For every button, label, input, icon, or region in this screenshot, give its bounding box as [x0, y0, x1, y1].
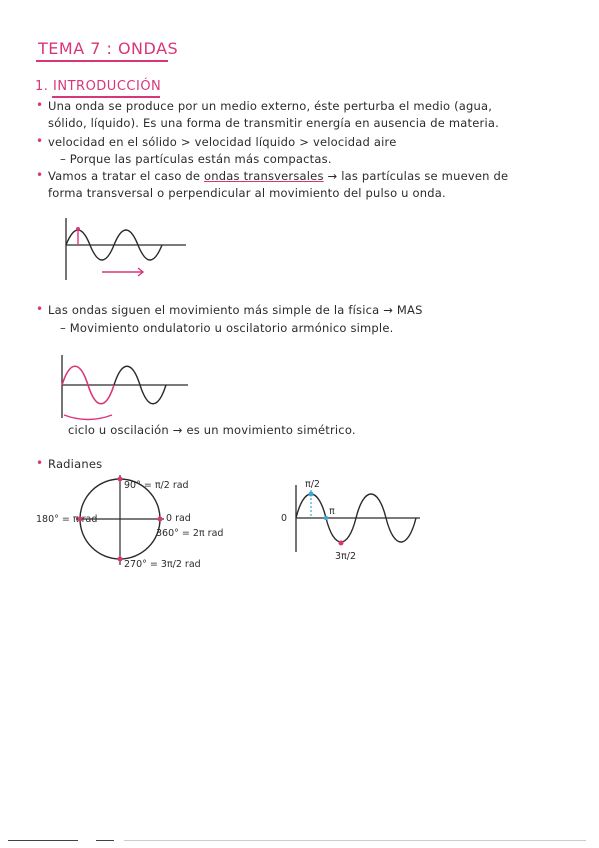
wave-label-3pi-half: 3π/2 [335, 551, 357, 562]
bullet-3-highlight: ondas transversales [204, 169, 324, 183]
bullet-1-line-2: sólido, líquido). Es una forma de transmitir energía en ausencia de materia. [48, 116, 499, 130]
unit-circle-diagram [36, 475, 223, 570]
circle-label-0: 0 rad [166, 513, 191, 524]
footer-rule [8, 840, 78, 841]
bullet-dot: • [36, 168, 44, 182]
bullet-dot: • [36, 98, 44, 112]
transverse-wave-diagram [66, 218, 186, 280]
footer-rule [96, 840, 114, 841]
wave-label-pi-half: π/2 [305, 479, 320, 490]
bullet-3-prefix: Vamos a tratar el caso de [48, 169, 201, 183]
bullet-dot: • [36, 134, 44, 148]
page-title: TEMA 7 : ONDAS [38, 39, 179, 58]
bullet-dot: • [36, 302, 44, 316]
circle-label-180: 180° = π rad [36, 514, 98, 525]
circle-label-270: 270° = 3π/2 rad [124, 559, 201, 570]
bullet-4-line-1: Las ondas siguen el movimiento más simple de la física → MAS [48, 303, 423, 317]
circle-label-360: 360° = 2π rad [156, 528, 224, 539]
wave-label-pi: π [329, 506, 335, 517]
cycle-label: ciclo u oscilación → es un movimiento simétrico. [68, 423, 356, 437]
radian-wave-diagram [281, 479, 420, 562]
bullet-1-line-1: Una onda se produce por un medio externo, éste perturba el medio (agua, [48, 99, 493, 113]
bullet-4-sub: – Movimiento ondulatorio u oscilatorio armónico simple. [60, 321, 394, 335]
section-heading: 1. INTRODUCCIÓN [35, 79, 162, 94]
footer-rule [124, 840, 586, 841]
bullet-3-line-2: forma transversal o perpendicular al movimiento del pulso u onda. [48, 186, 446, 200]
bullet-2-line-1: velocidad en el sólido > velocidad líquido > velocidad aire [48, 135, 397, 149]
circle-label-90: 90° = π/2 rad [124, 480, 189, 491]
bullet-3-suffix: → las partículas se mueven de [327, 169, 509, 183]
bullet-dot: • [36, 456, 44, 470]
bullet-2-sub: – Porque las partículas están más compactas. [60, 152, 332, 166]
bullet-5: Radianes [48, 457, 103, 471]
mas-wave-diagram [62, 355, 188, 420]
wave-label-zero: 0 [281, 513, 288, 524]
